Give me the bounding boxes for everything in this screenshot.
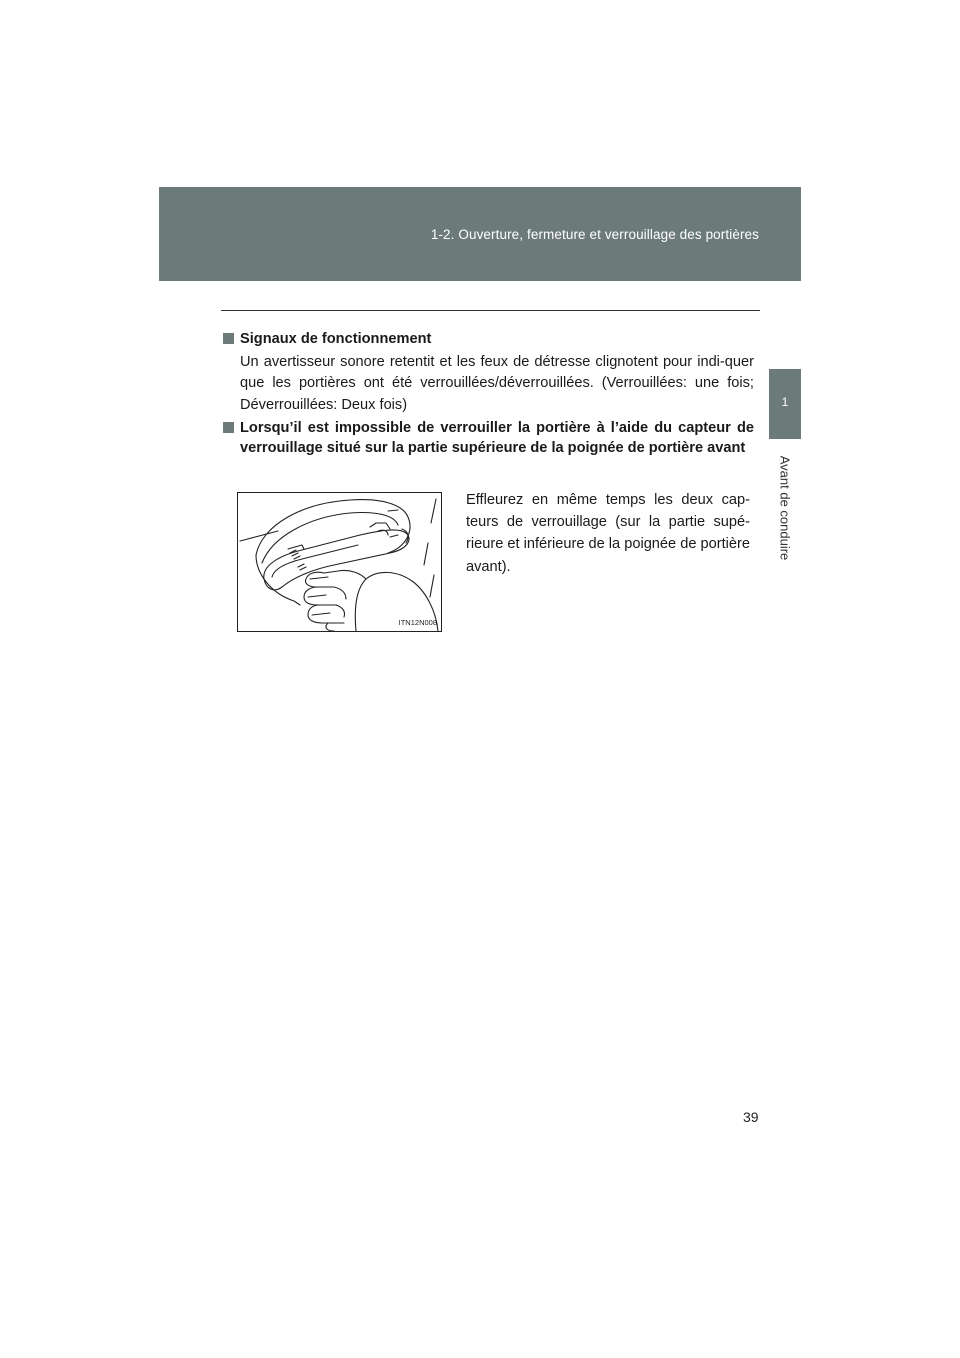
chapter-label: Avant de conduire: [777, 455, 793, 561]
section-heading-text: Lorsqu’il est impossible de verrouiller la portière à l’aide du capteur de verrouillage situé sur la partie supérieure de la poignée de portière avant: [240, 420, 754, 456]
section-body-2: Effleurez en même temps les deux cap-teurs de verrouillage (sur la partie supé-rieure et inférieure de la poignée de portière avant).: [466, 492, 750, 575]
header-band: [159, 187, 801, 281]
divider: [221, 310, 760, 311]
door-handle-hand-icon: [238, 493, 442, 632]
chapter-label-container: [764, 444, 806, 572]
section-title: 1-2. Ouverture, fermeture et verrouillage des portières: [430, 227, 759, 242]
square-bullet-icon: [223, 422, 234, 433]
square-bullet-icon: [223, 333, 234, 344]
section-heading-text: Signaux de fonctionnement: [240, 331, 432, 347]
section-body-1: Un avertisseur sonore retentit et les feux de détresse clignotent pour indi-quer que les portières ont été verrouillées/déverrouillées. (Verrouillées: une fois; Déverrouillées: Deux fois): [240, 354, 754, 413]
chapter-tab: [769, 369, 801, 439]
section-heading-1: [223, 329, 758, 349]
page-number: 39: [743, 1109, 759, 1125]
door-handle-illustration: [237, 492, 442, 632]
figure-code: ITN12N008: [398, 618, 437, 627]
chapter-number: 1: [781, 395, 789, 409]
section-heading-2: [223, 418, 754, 458]
